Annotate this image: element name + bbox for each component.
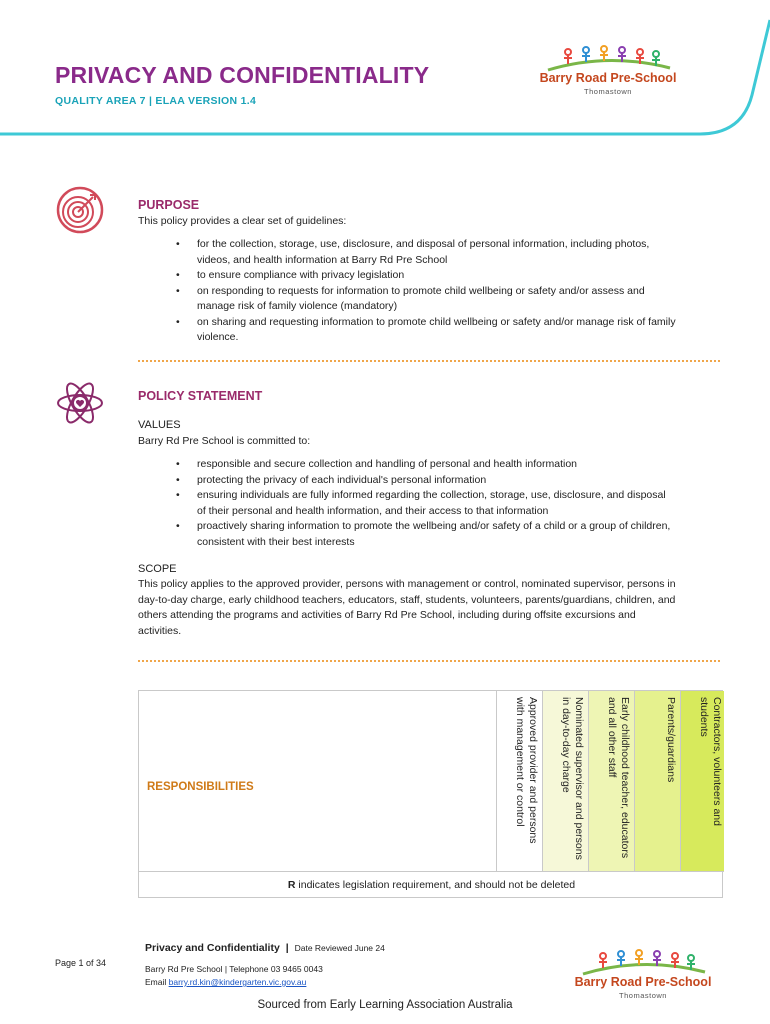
footer-policy-name: Privacy and Confidentiality <box>145 942 280 954</box>
document-subtitle: QUALITY AREA 7 | ELAA VERSION 1.4 <box>55 95 257 107</box>
column-header-educators <box>589 691 635 871</box>
footer-email-label: Email <box>145 977 169 987</box>
list-item: • proactively sharing information to promote the wellbeing and/or safety of a child or a group of children, consistent with their best interests <box>176 519 676 550</box>
section-divider <box>138 360 720 362</box>
column-header-text: Parents/guardians <box>665 697 677 783</box>
footer-contact: Barry Rd Pre School | Telephone 03 9465 0043 <box>145 964 323 974</box>
footer-title <box>145 942 385 954</box>
column-header-nominated-supervisor <box>543 691 589 871</box>
list-item: • protecting the privacy of each individual's personal information <box>176 473 676 489</box>
sourced-from-note: Sourced from Early Learning Association Australia <box>257 999 513 1011</box>
atom-heart-icon <box>55 378 105 428</box>
responsibilities-label-cell <box>139 691 497 871</box>
values-intro: Barry Rd Pre School is committed to: <box>138 435 311 447</box>
purpose-bullet-list <box>176 237 676 346</box>
footer-email-link[interactable]: barry.rd.kin@kindergarten.vic.gov.au <box>168 977 307 987</box>
values-bullet-list <box>176 457 676 550</box>
list-item: • ensuring individuals are fully informed regarding the collection, storage, use, disclosure, and disposal of their personal and health information, and their access to that information <box>176 488 676 519</box>
target-icon <box>55 185 105 235</box>
document-title: PRIVACY AND CONFIDENTIALITY <box>55 62 430 88</box>
column-header-contractors <box>681 691 724 871</box>
logo-school-name: Barry Road Pre-School <box>574 975 712 989</box>
values-label: VALUES <box>138 419 181 431</box>
column-header-text: Early childhood teacher, educators and all other staff <box>606 697 631 859</box>
column-header-approved-provider <box>497 691 543 871</box>
purpose-intro: This policy provides a clear set of guidelines: <box>138 215 347 227</box>
column-header-parents <box>635 691 681 871</box>
list-item: • on sharing and requesting information to promote child wellbeing or safety and/or manage risk of family violence. <box>176 315 676 346</box>
footer-separator: | <box>285 942 289 954</box>
children-drawing-icon <box>573 948 713 976</box>
section-divider <box>138 660 720 662</box>
children-drawing-icon <box>538 44 678 72</box>
page-number: Page 1 of 34 <box>55 958 107 968</box>
responsibilities-table <box>138 690 723 898</box>
policy-statement-heading: POLICY STATEMENT <box>138 389 263 403</box>
column-header-text: Nominated supervisor and persons in day-to-day charge <box>560 697 585 860</box>
legislation-note <box>139 871 724 898</box>
scope-text: This policy applies to the approved provider, persons with management or control, nominated supervisor, persons in day-to-day charge, early childhood teachers, educators, staff, students, volunteers, parents/guardians, children, and others attending the programs and activities of Barry Rd Pre School, including during offsite excursions and activities. <box>138 578 676 637</box>
list-item: • to ensure compliance with privacy legislation <box>176 268 676 284</box>
purpose-heading: PURPOSE <box>138 198 200 212</box>
scope-label: SCOPE <box>138 563 177 575</box>
logo-school-name: Barry Road Pre-School <box>539 71 677 85</box>
school-logo <box>538 44 678 104</box>
responsibilities-label: RESPONSIBILITIES <box>147 781 254 793</box>
logo-place-name: Thomastown <box>619 991 667 1000</box>
legislation-note-marker: R <box>287 879 296 891</box>
footer-reviewed-date: Date Reviewed June 24 <box>294 943 385 953</box>
list-item: • on responding to requests for information to promote child wellbeing or safety and/or assess and manage risk of family violence (mandatory) <box>176 284 676 315</box>
list-item: • for the collection, storage, use, disclosure, and disposal of personal information, including photos, videos, and health information at Barry Rd Pre School <box>176 237 676 268</box>
list-item: • responsible and secure collection and handling of personal and health information <box>176 457 676 473</box>
column-header-text: Approved provider and persons with management or control <box>514 697 539 844</box>
footer-email-line <box>145 977 306 987</box>
legislation-note-text: indicates legislation requirement, and should not be deleted <box>295 879 576 891</box>
column-header-text: Contractors, volunteers and students <box>698 697 723 826</box>
logo-place-name: Thomastown <box>584 87 632 96</box>
